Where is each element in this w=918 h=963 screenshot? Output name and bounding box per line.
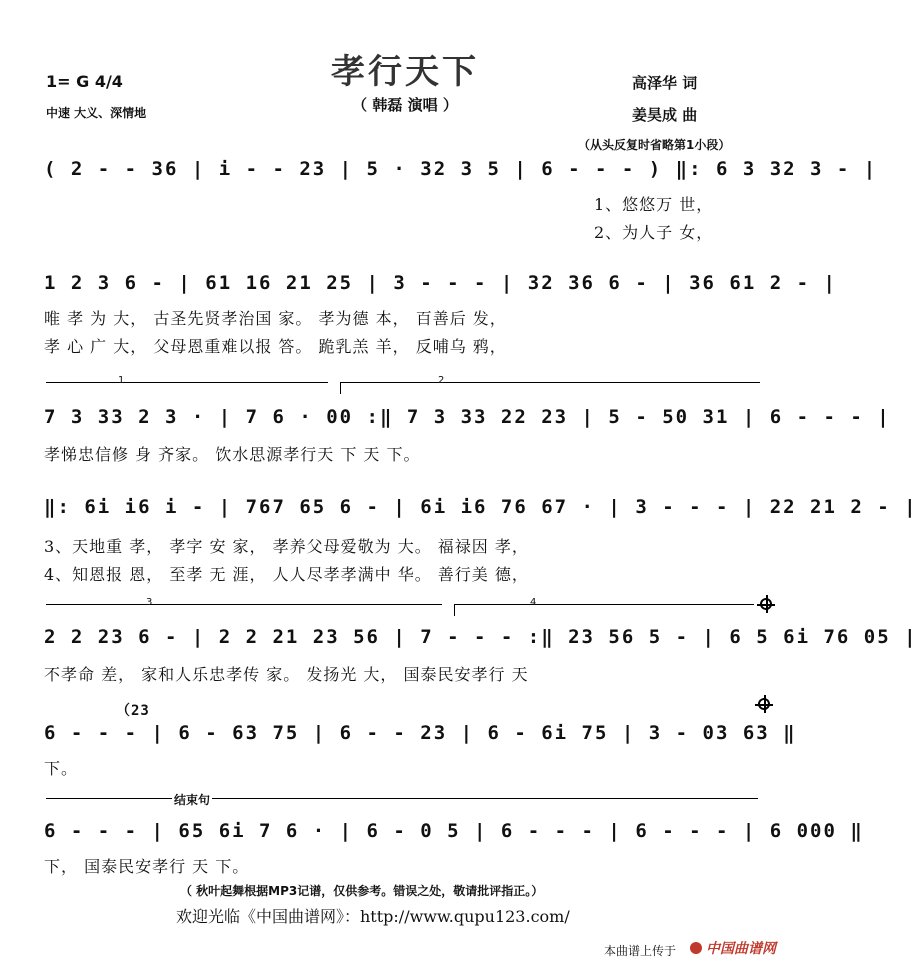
- lyric-line-5: 不孝命 差， 家和人乐忠孝传 家。 发扬光 大， 国泰民安孝行 天: [44, 665, 529, 684]
- site-brand: 中国曲谱网: [706, 941, 776, 957]
- repeat-note: （从头反复时省略第1小段）: [578, 138, 731, 152]
- singer-credit: （ 韩磊 演唱 ）: [352, 96, 458, 114]
- lyric-line-3: 孝悌忠信修 身 齐家。 饮水思源孝行天 下 天 下。: [44, 445, 421, 464]
- lyric-line-6: 下。: [44, 759, 79, 778]
- volta-label-3: 3: [146, 597, 153, 608]
- volta-bracket-1: [46, 382, 328, 383]
- notation-row-5: 2 2 23 6 - | 2 2 21 23 56 | 7 - - - :‖ 23 56 5 - | 6 5 6i 76 05 |: [44, 626, 918, 648]
- site-footer-link[interactable]: 欢迎光临《中国曲谱网》：http://www.qupu123.com/: [176, 907, 570, 926]
- notation-row-4: ‖: 6i i6 i - | 767 65 6 - | 6i i6 76 67 · | 3 - - - | 22 21 2 - |: [44, 496, 918, 518]
- lyric-line-4b: 4、知恩报 恩， 至孝 无 涯， 人人尽孝孝满中 华。 善行美 德，: [44, 565, 529, 584]
- song-title: 孝行天下: [331, 52, 479, 92]
- volta-label-1: 1: [118, 375, 125, 386]
- lyric-line-2a: 唯 孝 为 大， 古圣先贤孝治国 家。 孝为德 本， 百善后 发，: [44, 309, 507, 328]
- ending-bracket: [46, 798, 758, 799]
- lyric-line-2b: 孝 心 广 大， 父母恩重难以报 答。 跪乳羔 羊， 反哺乌 鸦，: [44, 337, 507, 356]
- transcription-credit: （ 秋叶起舞根据MP3记谱，仅供参考。错误之处，敬请批评指正。）: [180, 884, 544, 898]
- volta-label-4: 4: [530, 597, 537, 608]
- notation-row-6: 6 - - - | 6 - 63 75 | 6 - - 23 | 6 - 6i 75 | 3 - 03 63 ‖: [44, 722, 797, 744]
- notation-row-3: 7 3 33 2 3 · | 7 6 · 00 :‖ 7 3 33 22 23 | 5 - 50 31 | 6 - - - |: [44, 406, 891, 428]
- coda-icon: [758, 698, 770, 710]
- upload-note: 本曲谱上传于: [604, 944, 677, 958]
- tempo-marking: 中速 大义、深情地: [46, 106, 147, 120]
- volta-bracket-4: [454, 604, 754, 605]
- notation-row-7: 6 - - - | 65 6i 7 6 · | 6 - 0 5 | 6 - - - | 6 - - - | 6 000 ‖: [44, 820, 864, 842]
- lyricist-credit: 高泽华 词: [632, 74, 698, 92]
- coda-icon: [760, 598, 772, 610]
- grace-note: （23: [116, 703, 150, 719]
- ending-label: 结束句: [174, 793, 211, 807]
- volta-label-2: 2: [438, 375, 445, 386]
- lyric-line-1b: 2、为人子 女，: [594, 223, 714, 242]
- key-signature: 1= G 4/4: [46, 72, 123, 91]
- volta-bracket-2: [340, 382, 760, 383]
- composer-credit: 姜昊成 曲: [632, 106, 698, 124]
- lyric-line-1a: 1、悠悠万 世，: [594, 195, 714, 214]
- lyric-line-4a: 3、天地重 孝， 孝字 安 家， 孝养父母爱敬为 大。 福禄因 孝，: [44, 537, 529, 556]
- volta-bracket-3: [46, 604, 442, 605]
- notation-row-1: ( 2 - - 36 | i - - 23 | 5 · 32 3 5 | 6 - - - ) ‖: 6 3 32 3 - |: [44, 158, 878, 180]
- site-logo-icon: [690, 942, 702, 954]
- notation-row-2: 1 2 3 6 - | 61 16 21 25 | 3 - - - | 32 36 6 - | 36 61 2 - |: [44, 272, 837, 294]
- lyric-line-7: 下， 国泰民安孝行 天 下。: [44, 857, 250, 876]
